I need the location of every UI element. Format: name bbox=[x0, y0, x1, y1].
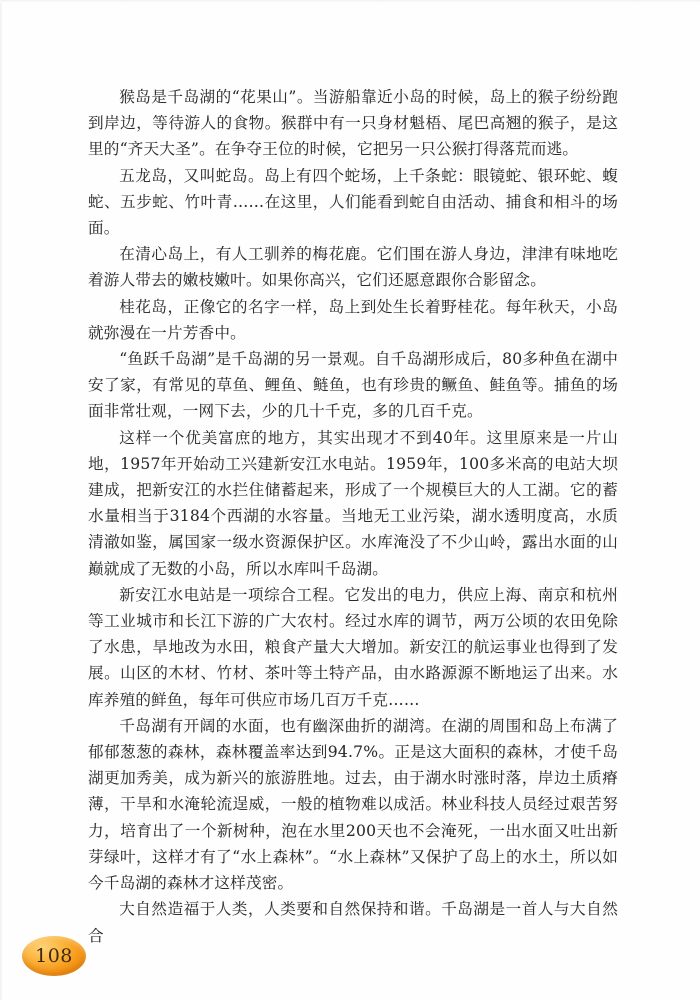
paragraph: 大自然造福于人类，人类要和自然保持和谐。千岛湖是一首人与大自然合 bbox=[88, 900, 618, 945]
paragraph: 这样一个优美富庶的地方，其实出现才不到40年。这里原来是一片山地，1957年开始动工兴建新安江水电站。1959年，100多米高的电站大坝建成，把新安江的水拦住储蓄起来，形成了一个规模巨大的人工湖。它的蓄水量相当于3184个西湖的水容量。当地无工业污染，湖水透明度高，水质清澈如鉴，属国家一级水资源保护区。水库淹没了不少山岭，露出水面的山巅就成了无数的小岛，所以水库叫千岛湖。 bbox=[88, 428, 618, 578]
paragraph: 五龙岛，又叫蛇岛。岛上有四个蛇场，上千条蛇：眼镜蛇、银环蛇、蝮蛇、五步蛇、竹叶青……在这里，人们能看到蛇自由活动、捕食和相斗的场面。 bbox=[88, 166, 618, 238]
paragraph: 猴岛是千岛湖的“花果山”。当游船靠近小岛的时候，岛上的猴子纷纷跑到岸边，等待游人的食物。猴群中有一只身材魁梧、尾巴高翘的猴子，是这里的“齐天大圣”。在争夺王位的时候，它把另一只公猴打得落荒而逃。 bbox=[88, 88, 618, 159]
page-text-body bbox=[88, 84, 618, 949]
page-number-badge bbox=[22, 936, 86, 976]
page-number-text: 108 bbox=[35, 944, 73, 967]
paragraph: “鱼跃千岛湖”是千岛湖的另一景观。自千岛湖形成后，80多种鱼在湖中安了家，有常见的草鱼、鲤鱼、鲢鱼，也有珍贵的鳜鱼、鲑鱼等。捕鱼的场面非常壮观，一网下去，少的几十千克，多的几百千克。 bbox=[88, 350, 618, 421]
paragraph: 千岛湖有开阔的水面，也有幽深曲折的湖湾。在湖的周围和岛上布满了郁郁葱葱的森林，森林覆盖率达到94.7%。正是这大面积的森林，才使千岛湖更加秀美，成为新兴的旅游胜地。过去，由于湖水时涨时落，岸边土质瘠薄，干旱和水淹轮流逞威，一般的植物难以成活。林业科技人员经过艰苦努力，培育出了一个新树种，泡在水里200天也不会淹死，一出水面又吐出新芽绿叶，这样才有了“水上森林”。“水上森林”又保护了岛上的水土，所以如今千岛湖的森林才这样茂密。 bbox=[88, 716, 618, 893]
page-left-edge-shading bbox=[0, 0, 3, 1000]
paragraph: 新安江水电站是一项综合工程。它发出的电力，供应上海、南京和杭州等工业城市和长江下游的广大农村。经过水库的调节，两万公顷的农田免除了水患，旱地改为水田，粮食产量大大增加。新安江的航运事业也得到了发展。山区的木材、竹材、茶叶等土特产品，由水路源源不断地运了出来。水库养殖的鲜鱼，每年可供应市场几百万千克…… bbox=[88, 585, 618, 709]
paragraph: 在清心岛上，有人工驯养的梅花鹿。它们围在游人身边，津津有味地吃着游人带去的嫩枝嫩叶。如果你高兴，它们还愿意跟你合影留念。 bbox=[88, 245, 618, 290]
page-top-edge-shading bbox=[0, 0, 700, 3]
paragraph: 桂花岛，正像它的名字一样，岛上到处生长着野桂花。每年秋天，小岛就弥漫在一片芳香中。 bbox=[88, 297, 618, 342]
